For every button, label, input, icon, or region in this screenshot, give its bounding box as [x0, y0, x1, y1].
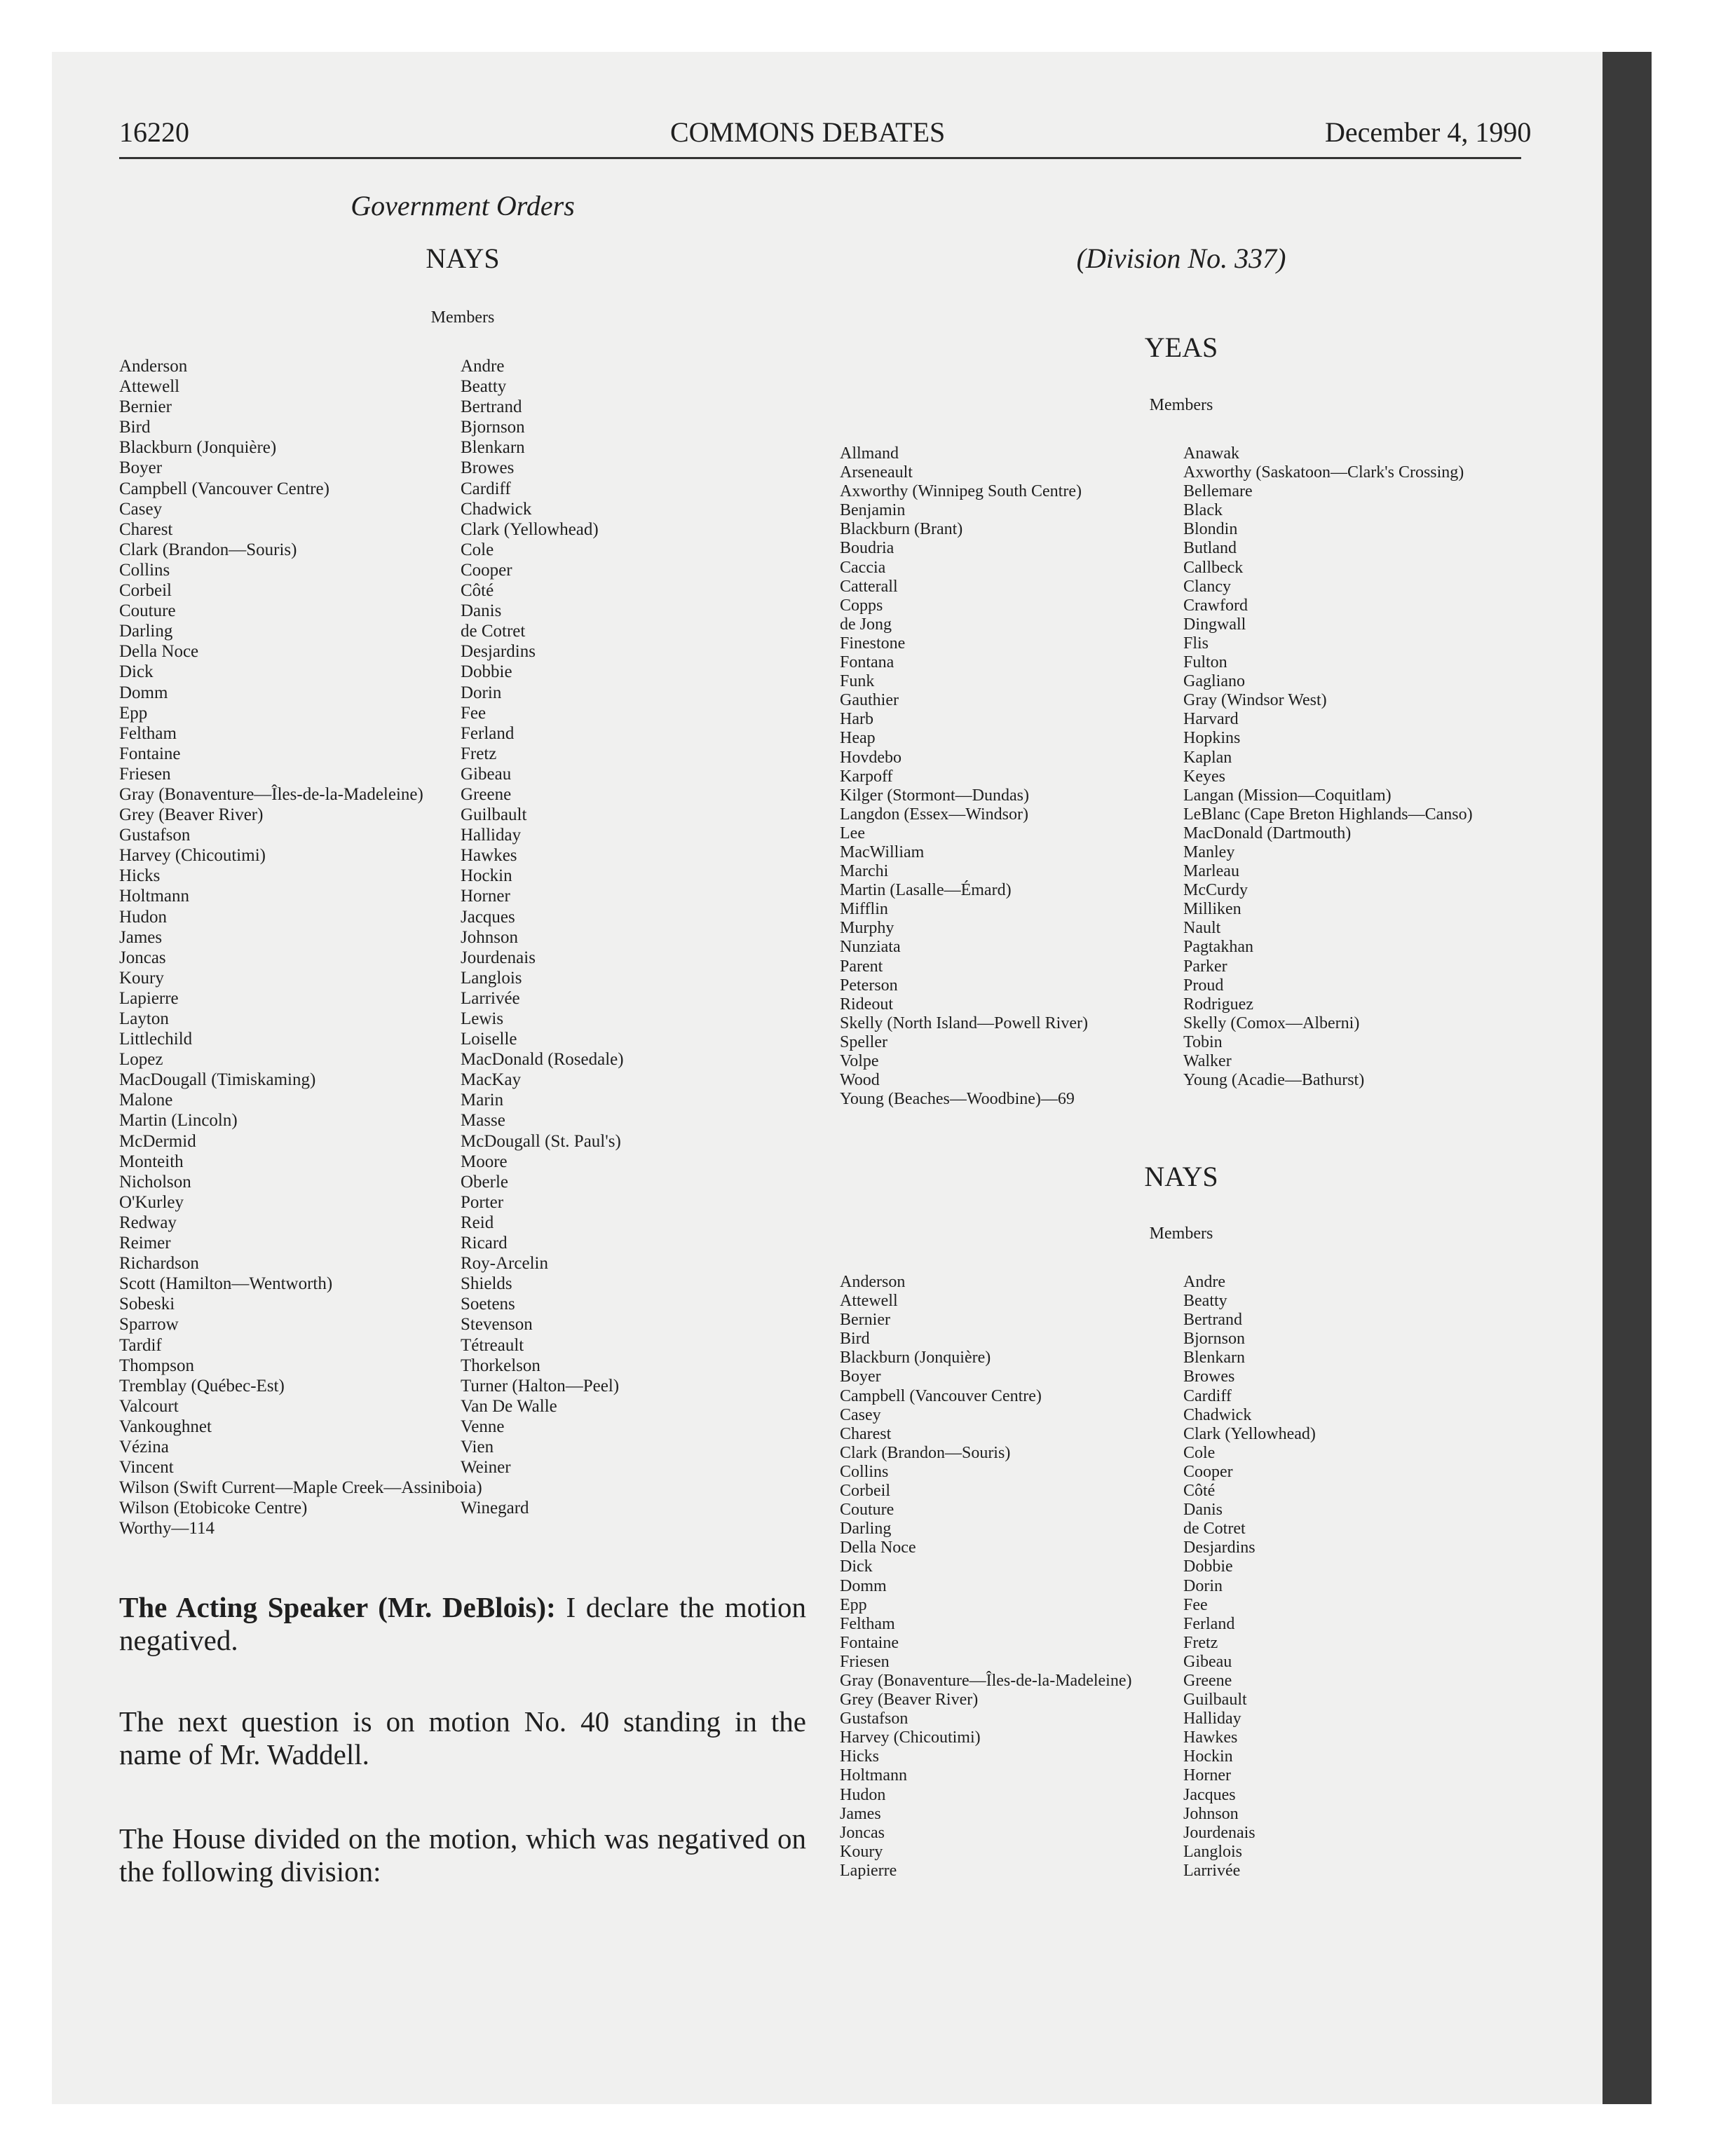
- list-item: MacDougall (Timiskaming): [119, 1070, 316, 1090]
- list-item: Anawak: [1183, 444, 1239, 463]
- list-item: MacDonald (Rosedale): [461, 1050, 624, 1070]
- list-item: Axworthy (Winnipeg South Centre): [840, 482, 1082, 501]
- list-item: Blackburn (Jonquière): [119, 438, 277, 458]
- header-rule: [119, 157, 1521, 159]
- list-item: Allmand: [840, 444, 899, 463]
- list-item: Cole: [1183, 1443, 1216, 1462]
- list-item: Weiner: [461, 1458, 511, 1478]
- list-item: Dorin: [1183, 1576, 1223, 1595]
- list-item: Ricard: [461, 1234, 508, 1253]
- list-item: Rideout: [840, 995, 893, 1014]
- list-item: Sobeski: [119, 1295, 175, 1314]
- list-item: Ferland: [1183, 1614, 1235, 1633]
- division-paragraph: The House divided on the motion, which was negatived on the following division:: [119, 1822, 806, 1888]
- list-item: Anderson: [119, 357, 188, 376]
- list-item: Dobbie: [461, 662, 512, 682]
- list-item: Bertrand: [1183, 1311, 1242, 1330]
- list-item: Fee: [461, 703, 487, 723]
- list-item: Corbeil: [840, 1482, 890, 1501]
- list-item: Gibeau: [461, 764, 512, 784]
- list-item: Masse: [461, 1111, 505, 1131]
- list-item: Cardiff: [461, 479, 511, 498]
- list-item: Clark (Brandon—Souris): [840, 1443, 1011, 1462]
- list-item: Danis: [1183, 1501, 1223, 1520]
- list-item: Della Noce: [119, 642, 199, 662]
- list-item: Gauthier: [840, 691, 899, 710]
- list-item: Murphy: [840, 919, 894, 938]
- list-item: MacDonald (Dartmouth): [1183, 824, 1352, 842]
- list-item: Young (Beaches—Woodbine)—69: [840, 1090, 1075, 1109]
- list-item: Parker: [1183, 957, 1227, 976]
- list-item: Halliday: [461, 826, 522, 845]
- list-item: Worthy—114: [119, 1519, 215, 1538]
- list-item: Lewis: [461, 1009, 504, 1028]
- list-item: Couture: [840, 1501, 894, 1520]
- list-item: Black: [1183, 501, 1223, 520]
- list-item: Jacques: [1183, 1785, 1236, 1804]
- list-item: Hawkes: [461, 846, 517, 866]
- list-item: Charest: [119, 519, 173, 539]
- list-item: Volpe: [840, 1052, 879, 1070]
- list-item: Catterall: [840, 577, 898, 596]
- list-item: Couture: [119, 601, 176, 621]
- list-item: Skelly (North Island—Powell River): [840, 1014, 1088, 1032]
- list-item: Redway: [119, 1213, 177, 1232]
- list-item: Marin: [461, 1091, 504, 1110]
- list-item: Koury: [119, 968, 164, 988]
- list-item: Manley: [1183, 842, 1235, 861]
- list-item: Stevenson: [461, 1315, 533, 1335]
- list-item: Peterson: [840, 976, 898, 995]
- nays-list-col-1: [119, 356, 423, 1478]
- list-item: Gibeau: [1183, 1652, 1232, 1671]
- list-item: Milliken: [1183, 900, 1241, 919]
- list-item: Hicks: [119, 866, 161, 886]
- nays-right-col-1: [840, 1273, 1131, 1881]
- list-item: Nault: [1183, 919, 1221, 938]
- list-item: Blenkarn: [1183, 1349, 1245, 1367]
- list-item: Andre: [461, 357, 505, 376]
- list-item: Beatty: [461, 377, 507, 397]
- list-item: Côté: [1183, 1482, 1216, 1501]
- list-item: Butland: [1183, 539, 1237, 558]
- list-item: Hicks: [840, 1747, 879, 1766]
- list-item: Copps: [840, 596, 883, 615]
- list-item: Andre: [1183, 1273, 1225, 1291]
- list-item: Skelly (Comox—Alberni): [1183, 1014, 1360, 1032]
- list-item: Harvard: [1183, 710, 1239, 729]
- members-subheading: Members: [430, 308, 495, 327]
- list-item: de Cotret: [1183, 1520, 1246, 1538]
- section-title: Government Orders: [351, 190, 575, 221]
- speaker-name: The Acting Speaker (Mr. DeBlois):: [119, 1591, 556, 1623]
- list-item: Cooper: [461, 560, 512, 580]
- list-item: Gustafson: [840, 1710, 909, 1728]
- list-item: Dick: [119, 662, 154, 682]
- list-item: Casey: [119, 499, 163, 519]
- list-item: Della Noce: [840, 1538, 916, 1557]
- list-item: MacKay: [461, 1070, 522, 1090]
- nays-heading-right: NAYS: [1144, 1161, 1218, 1192]
- list-item: Gagliano: [1183, 672, 1245, 691]
- list-item: Boyer: [119, 458, 163, 478]
- list-item: Guilbault: [1183, 1691, 1247, 1710]
- list-item: Venne: [461, 1417, 505, 1436]
- list-item: Attewell: [840, 1292, 898, 1311]
- list-item: Tardif: [119, 1335, 162, 1355]
- list-item: Hockin: [461, 866, 512, 886]
- list-item: Walker: [1183, 1052, 1232, 1070]
- list-item: Hudon: [840, 1785, 886, 1804]
- list-item: Van De Walle: [461, 1396, 557, 1416]
- list-item: de Cotret: [461, 622, 526, 641]
- list-item: Beatty: [1183, 1292, 1227, 1311]
- list-item: Harb: [840, 710, 873, 729]
- list-item: Reid: [461, 1213, 494, 1232]
- list-item: Epp: [119, 703, 148, 723]
- list-item: Domm: [119, 683, 168, 702]
- list-item: Layton: [119, 1009, 169, 1028]
- list-item: Crawford: [1183, 596, 1248, 615]
- list-item: Lopez: [119, 1050, 163, 1070]
- list-item: Hovdebo: [840, 748, 901, 767]
- list-item: Bernier: [119, 397, 172, 417]
- list-item: Jourdenais: [461, 948, 536, 967]
- list-item: Hawkes: [1183, 1728, 1238, 1747]
- list-item: Lee: [840, 824, 865, 842]
- list-item: Caccia: [840, 558, 886, 577]
- list-item: Lapierre: [840, 1861, 897, 1880]
- list-item: Fretz: [1183, 1633, 1218, 1652]
- list-item: Lapierre: [119, 988, 179, 1008]
- nays-heading: NAYS: [426, 243, 500, 274]
- list-item: Vincent: [119, 1458, 174, 1478]
- list-item: Callbeck: [1183, 558, 1244, 577]
- list-item: Bernier: [840, 1311, 890, 1330]
- list-item: Parent: [840, 957, 883, 976]
- list-item: Monteith: [119, 1152, 184, 1171]
- list-item: O'Kurley: [119, 1192, 184, 1212]
- list-item: Johnson: [461, 927, 518, 947]
- list-item: Proud: [1183, 976, 1224, 995]
- list-item: Littlechild: [119, 1030, 193, 1049]
- list-item: Dingwall: [1183, 615, 1246, 634]
- list-item: Marleau: [1183, 862, 1239, 881]
- list-item: Langlois: [1183, 1842, 1242, 1861]
- list-item: Vien: [461, 1437, 494, 1456]
- list-item: Fulton: [1183, 653, 1227, 672]
- list-item: Ferland: [461, 723, 515, 743]
- list-item: McCurdy: [1183, 881, 1248, 900]
- list-item: Nicholson: [119, 1172, 191, 1192]
- list-item: Clark (Brandon—Souris): [119, 540, 297, 559]
- list-item: Friesen: [119, 764, 171, 784]
- list-item: Mifflin: [840, 900, 888, 919]
- list-item: Cooper: [1183, 1462, 1233, 1481]
- list-item: Browes: [461, 458, 515, 478]
- list-item: Soetens: [461, 1295, 515, 1314]
- list-item: Langlois: [461, 968, 522, 988]
- list-item: Benjamin: [840, 501, 906, 520]
- yeas-list-col-1: [840, 444, 1088, 1109]
- list-item: Darling: [840, 1520, 892, 1538]
- list-item: Attewell: [119, 377, 180, 397]
- list-item: Wilson (Swift Current—Maple Creek—Assiniboia): [119, 1478, 482, 1497]
- list-item: Casey: [840, 1405, 881, 1424]
- page-number: 16220: [119, 116, 189, 148]
- list-item: James: [840, 1804, 881, 1823]
- list-item: Clancy: [1183, 577, 1231, 596]
- list-item: Porter: [461, 1192, 504, 1212]
- list-item: Harvey (Chicoutimi): [119, 846, 266, 866]
- list-item: Langan (Mission—Coquitlam): [1183, 786, 1392, 805]
- list-item: McDermid: [119, 1131, 196, 1151]
- list-item: Holtmann: [119, 887, 189, 906]
- yeas-members-subheading: Members: [1149, 396, 1213, 414]
- list-item: Winegard: [461, 1499, 529, 1517]
- list-item: Reimer: [119, 1234, 171, 1253]
- list-item: Boyer: [840, 1367, 881, 1386]
- list-item: Larrivée: [1183, 1861, 1241, 1880]
- nays-tail-col-2: [461, 1498, 529, 1518]
- scan-spine-edge: [1603, 52, 1652, 2104]
- list-item: Thompson: [119, 1356, 194, 1375]
- page-date: December 4, 1990: [1325, 116, 1532, 148]
- list-item: Rodriguez: [1183, 995, 1253, 1014]
- list-item: Kaplan: [1183, 748, 1232, 767]
- list-item: Fontaine: [840, 1633, 899, 1652]
- list-item: Fee: [1183, 1595, 1208, 1614]
- list-item: Martin (Lasalle—Émard): [840, 881, 1012, 900]
- list-item: Collins: [840, 1462, 889, 1481]
- list-item: Koury: [840, 1842, 883, 1861]
- list-item: Moore: [461, 1152, 508, 1171]
- list-item: Gray (Bonaventure—Îles-de-la-Madeleine): [119, 784, 423, 804]
- list-item: Loiselle: [461, 1030, 517, 1049]
- list-item: Collins: [119, 560, 170, 580]
- list-item: Gray (Windsor West): [1183, 691, 1327, 710]
- list-item: Desjardins: [461, 642, 536, 662]
- list-item: Oberle: [461, 1172, 509, 1192]
- list-item: Darling: [119, 622, 173, 641]
- list-item: Friesen: [840, 1652, 890, 1671]
- list-item: Greene: [1183, 1671, 1232, 1690]
- list-item: Bjornson: [461, 418, 525, 437]
- list-item: Chadwick: [1183, 1405, 1252, 1424]
- list-item: Feltham: [119, 723, 177, 743]
- nays-list-col-2: [461, 356, 624, 1478]
- list-item: Young (Acadie—Bathurst): [1183, 1071, 1365, 1090]
- list-item: Campbell (Vancouver Centre): [119, 479, 329, 498]
- list-item: Larrivée: [461, 988, 520, 1008]
- speaker-paragraph: [119, 1591, 806, 1657]
- list-item: Clark (Yellowhead): [1183, 1424, 1316, 1443]
- list-item: Guilbault: [461, 805, 527, 825]
- list-item: Anderson: [840, 1273, 906, 1291]
- list-item: Blackburn (Brant): [840, 520, 963, 539]
- list-item: Dorin: [461, 683, 502, 702]
- motion-paragraph: The next question is on motion No. 40 standing in the name of Mr. Waddell.: [119, 1705, 806, 1770]
- list-item: Blenkarn: [461, 438, 525, 458]
- yeas-list-col-2: [1183, 444, 1473, 1090]
- list-item: Hopkins: [1183, 729, 1241, 748]
- list-item: Tétreault: [461, 1335, 524, 1355]
- list-item: Grey (Beaver River): [840, 1691, 979, 1710]
- list-item: Charest: [840, 1424, 892, 1443]
- list-item: Bird: [119, 418, 151, 437]
- list-item: Shields: [461, 1274, 512, 1294]
- list-item: Bellemare: [1183, 482, 1253, 501]
- list-item: Valcourt: [119, 1396, 179, 1416]
- list-item: Domm: [840, 1576, 887, 1595]
- list-item: Roy-Arcelin: [461, 1254, 548, 1274]
- list-item: Vézina: [119, 1437, 169, 1456]
- nays-tail-col-1: [119, 1498, 307, 1538]
- list-item: Côté: [461, 581, 494, 601]
- list-item: Cole: [461, 540, 494, 559]
- list-item: Johnson: [1183, 1804, 1239, 1823]
- list-item: LeBlanc (Cape Breton Highlands—Canso): [1183, 805, 1473, 824]
- list-item: James: [119, 927, 163, 947]
- list-item: Speller: [840, 1032, 887, 1051]
- list-item: Grey (Beaver River): [119, 805, 264, 825]
- list-item: Epp: [840, 1595, 867, 1614]
- list-item: Campbell (Vancouver Centre): [840, 1386, 1042, 1405]
- list-item: Marchi: [840, 862, 889, 881]
- list-item: Feltham: [840, 1614, 895, 1633]
- list-item: Langdon (Essex—Windsor): [840, 805, 1028, 824]
- list-item: Bjornson: [1183, 1330, 1246, 1349]
- nays-members-subheading: Members: [1149, 1224, 1213, 1243]
- list-item: Jacques: [461, 907, 515, 927]
- list-item: Fretz: [461, 744, 497, 763]
- list-item: Jourdenais: [1183, 1823, 1256, 1842]
- yeas-heading: YEAS: [1144, 332, 1218, 363]
- list-item: Harvey (Chicoutimi): [840, 1728, 981, 1747]
- list-item: Horner: [461, 887, 510, 906]
- list-item: Sparrow: [119, 1315, 179, 1335]
- list-item: Cardiff: [1183, 1386, 1232, 1405]
- list-item: Vankoughnet: [119, 1417, 212, 1436]
- publication-title: COMMONS DEBATES: [670, 116, 946, 148]
- list-item: Dobbie: [1183, 1557, 1233, 1576]
- list-item: Arseneault: [840, 463, 913, 482]
- list-item: Flis: [1183, 634, 1209, 653]
- list-item: McDougall (St. Paul's): [461, 1131, 621, 1151]
- list-item: Martin (Lincoln): [119, 1111, 238, 1131]
- list-item: Tremblay (Québec-Est): [119, 1376, 285, 1396]
- list-item: Nunziata: [840, 938, 901, 957]
- list-item: Danis: [461, 601, 502, 621]
- list-item: Blondin: [1183, 520, 1238, 539]
- list-item: Heap: [840, 729, 876, 748]
- list-item: Bertrand: [461, 397, 522, 417]
- list-item: Joncas: [119, 948, 166, 967]
- list-item: Blackburn (Jonquière): [840, 1349, 991, 1367]
- list-item: Fontaine: [119, 744, 181, 763]
- list-item: Tobin: [1183, 1032, 1223, 1051]
- list-item: Gustafson: [119, 826, 191, 845]
- list-item: Dick: [840, 1557, 873, 1576]
- division-number: (Division No. 337): [1076, 243, 1286, 274]
- list-item: Browes: [1183, 1367, 1235, 1386]
- list-item: Horner: [1183, 1766, 1231, 1785]
- list-item: Wood: [840, 1071, 880, 1090]
- list-item: Funk: [840, 672, 875, 691]
- list-item: Holtmann: [840, 1766, 907, 1785]
- list-item: Corbeil: [119, 581, 172, 601]
- nays-right-col-2: [1183, 1273, 1316, 1881]
- list-item: Pagtakhan: [1183, 938, 1253, 957]
- list-item: Hudon: [119, 907, 168, 927]
- list-item: Bird: [840, 1330, 870, 1349]
- list-item: Thorkelson: [461, 1356, 540, 1375]
- list-item: Greene: [461, 784, 512, 804]
- list-item: Richardson: [119, 1254, 199, 1274]
- list-item: Hockin: [1183, 1747, 1233, 1766]
- list-item: Keyes: [1183, 767, 1225, 786]
- list-item: Malone: [119, 1091, 173, 1110]
- list-item: Turner (Halton—Peel): [461, 1376, 620, 1396]
- list-item: Wilson (Etobicoke Centre): [119, 1499, 308, 1517]
- list-item: Halliday: [1183, 1710, 1241, 1728]
- speaker-text: I declare the motion negatived.: [119, 1591, 806, 1656]
- list-item: de Jong: [840, 615, 892, 634]
- list-item: Boudria: [840, 539, 894, 558]
- list-item: Clark (Yellowhead): [461, 519, 599, 539]
- list-item: Axworthy (Saskatoon—Clark's Crossing): [1183, 463, 1464, 482]
- list-item: Kilger (Stormont—Dundas): [840, 786, 1029, 805]
- list-item: Gray (Bonaventure—Îles-de-la-Madeleine): [840, 1671, 1132, 1690]
- list-item: Finestone: [840, 634, 906, 653]
- list-item: Chadwick: [461, 499, 532, 519]
- list-item: Desjardins: [1183, 1538, 1256, 1557]
- list-item: Karpoff: [840, 767, 893, 786]
- list-item: Fontana: [840, 653, 894, 672]
- list-item: MacWilliam: [840, 842, 925, 861]
- list-item: Scott (Hamilton—Wentworth): [119, 1274, 333, 1294]
- list-item: Joncas: [840, 1823, 885, 1842]
